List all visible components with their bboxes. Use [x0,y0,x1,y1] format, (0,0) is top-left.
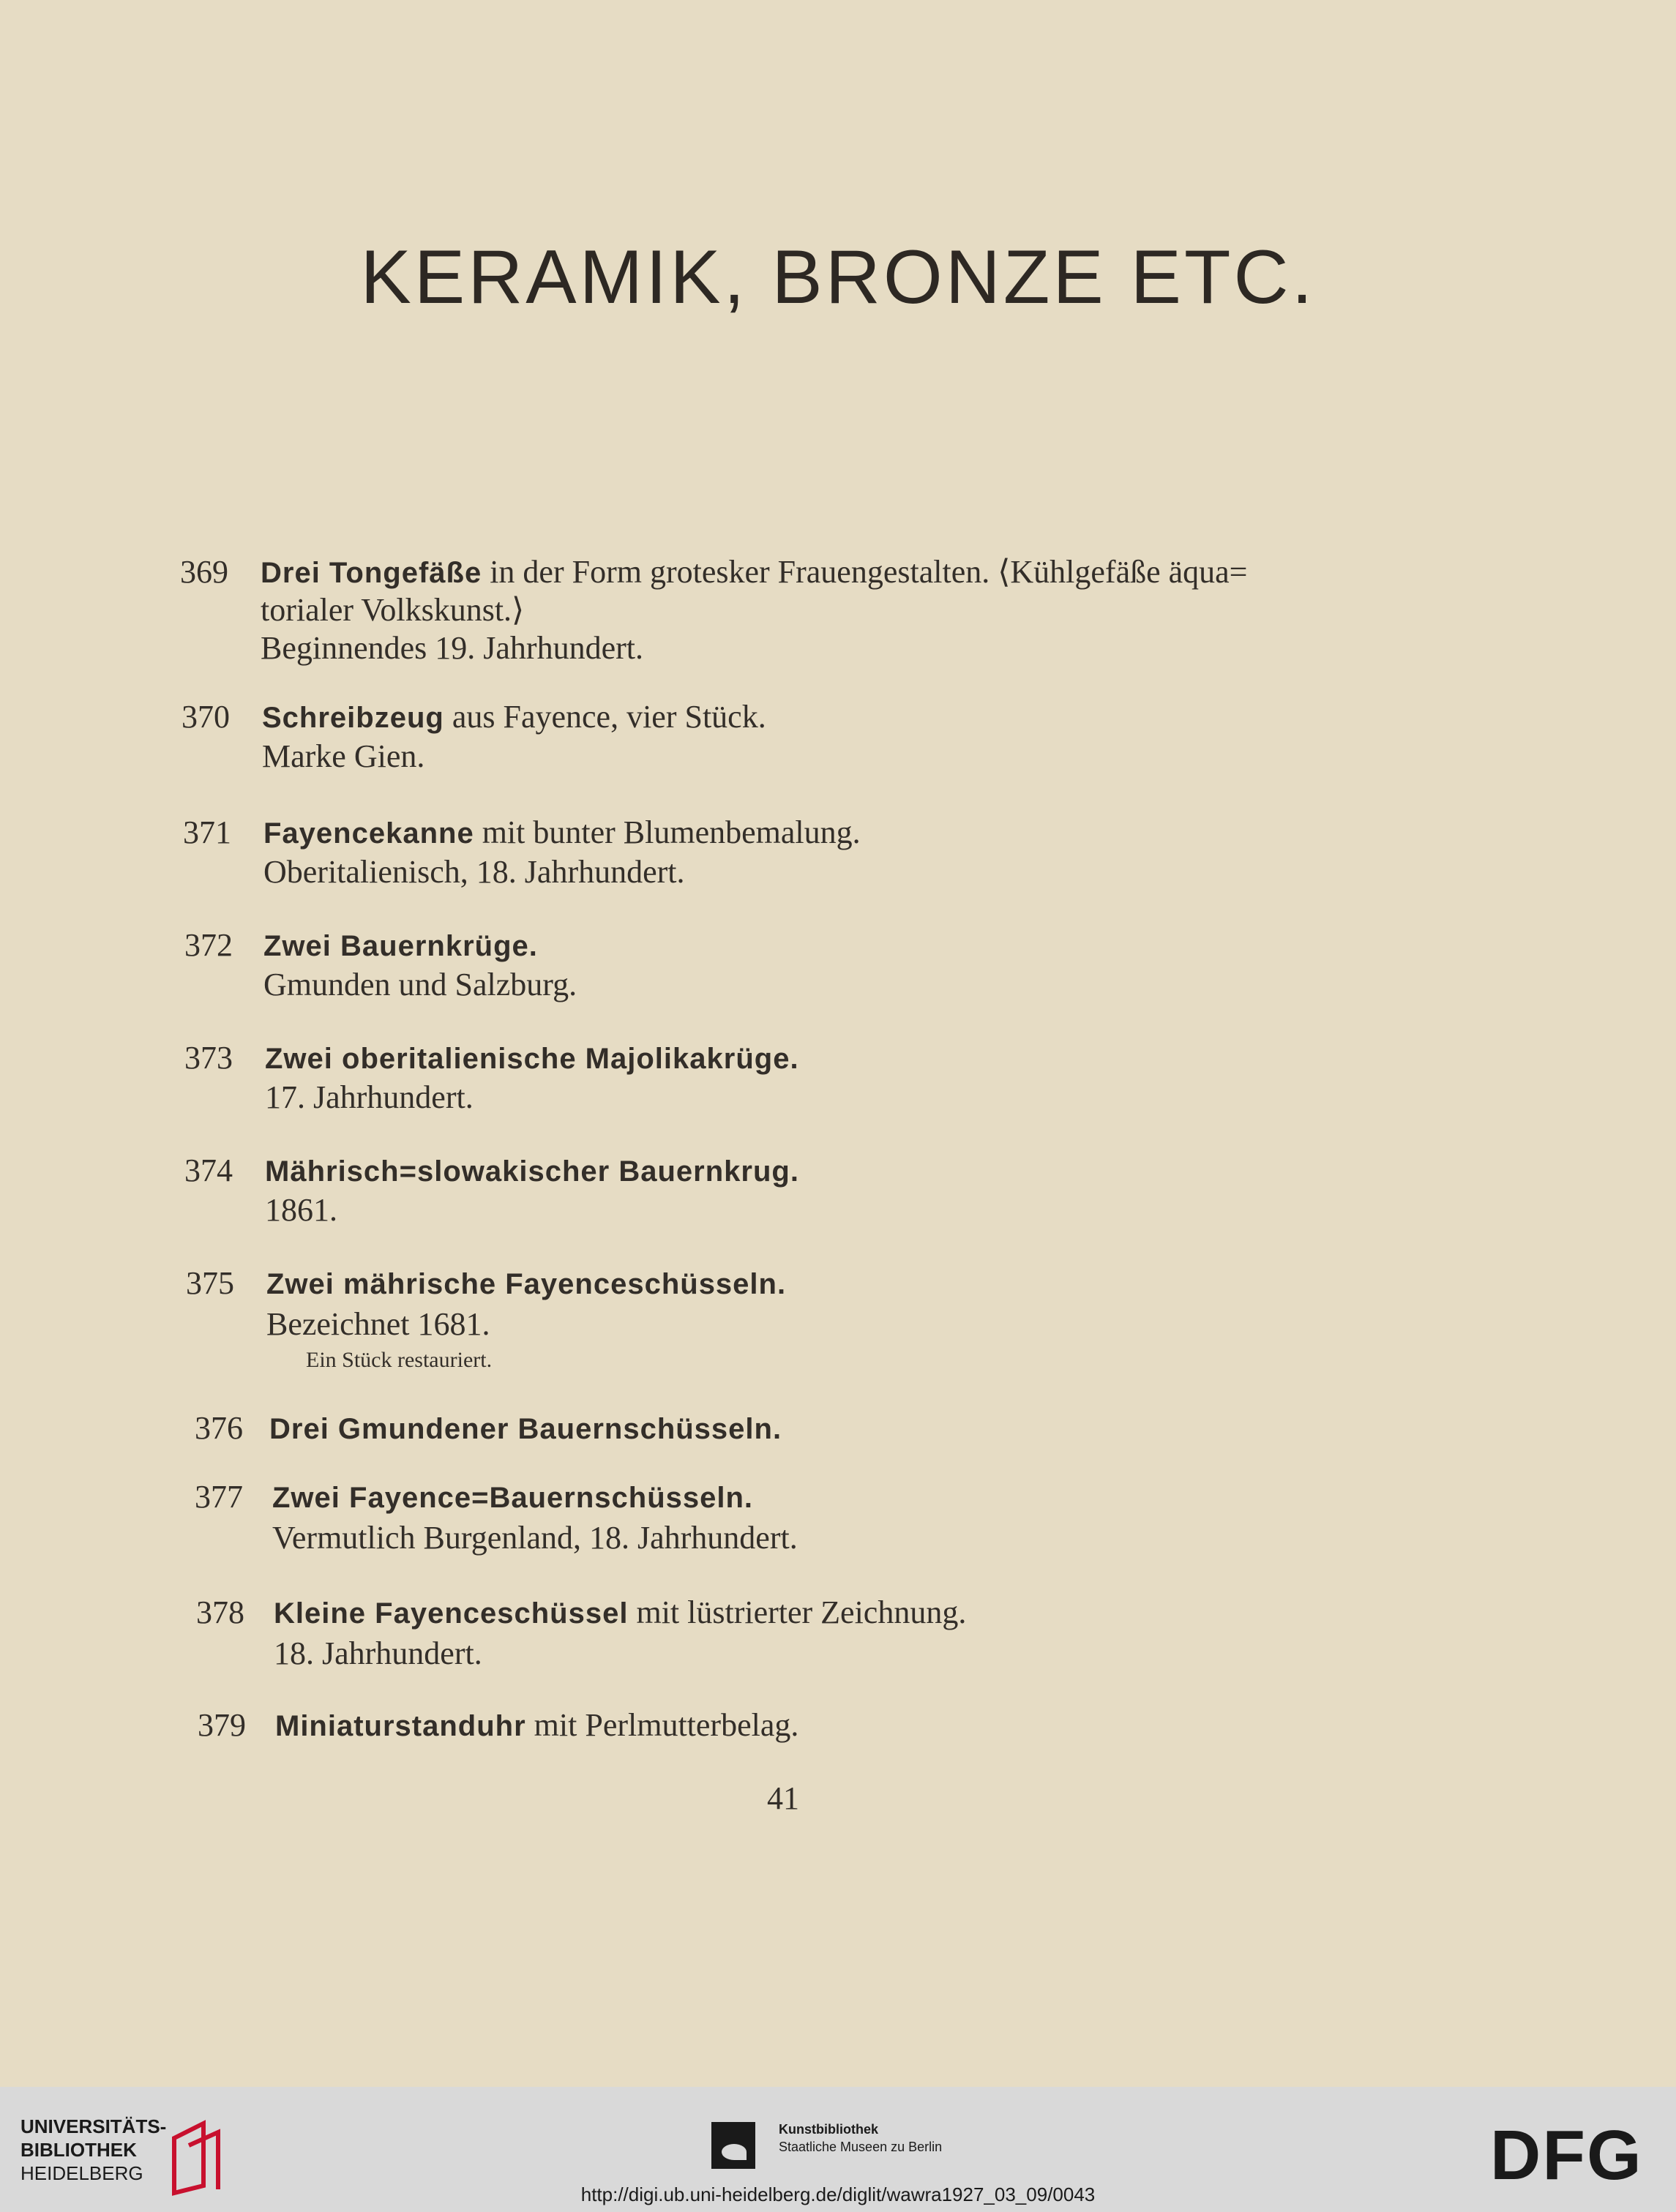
entry-title: Drei Gmundener Bauernschüsseln. [269,1413,782,1445]
entry-title: Mährisch=slowakischer Bauernkrug. [265,1155,799,1188]
entry-line: Marke Gien. [262,738,425,774]
entry-heading [274,1594,966,1631]
kunstbibliothek-icon [711,2122,755,2169]
entry-line: 18. Jahrhundert. [274,1635,482,1671]
entry-title: Miniaturstanduhr [275,1710,526,1742]
permalink-url[interactable]: http://digi.ub.uni-heidelberg.de/diglit/wawra1927_03_09/0043 [580,2183,1096,2205]
entry-description: mit lüstrierter Zeichnung. [628,1594,967,1630]
entry-heading [272,1478,753,1515]
page-number: 41 [767,1780,799,1816]
entry-title: Fayencekanne [263,817,474,850]
entry-description: mit Perlmutterbelag. [525,1707,799,1743]
entry-heading [261,553,1248,591]
entry-description: aus Fayence, vier Stück. [444,699,766,735]
entry-number: 372 [184,927,233,963]
entry-title: Zwei mährische Fayenceschüsseln. [266,1268,787,1300]
entry-title: Zwei Bauernkrüge. [263,930,538,962]
entry-number: 375 [186,1265,234,1301]
entry-line: Gmunden und Salzburg. [263,967,577,1002]
entry-description: mit bunter Blumenbemalung. [474,814,861,850]
entry-title: Zwei oberitalienische Majolikakrüge. [265,1043,799,1075]
entry-number: 369 [180,554,228,590]
entry-title: Zwei Fayence=Bauernschüsseln. [272,1482,754,1514]
entry-title: Kleine Fayenceschüssel [274,1597,629,1630]
entry-number: 371 [183,814,231,850]
entry-title: Schreibzeug [262,702,444,734]
page-title: KERAMIK, BRONZE ETC. [360,235,1316,320]
library-line-3: HEIDELBERG [20,2162,143,2184]
entry-description: in der Form grotesker Frauengestalten. ⟨Kühlgefäße äqua= [482,554,1248,590]
entry-heading [262,698,766,735]
kunstbibliothek-logo[interactable] [711,2116,1019,2175]
entry-line: Beginnendes 19. Jahrhundert. [261,630,643,666]
entry-heading [275,1706,798,1744]
entry-number: 377 [195,1479,243,1515]
entry-heading [265,1039,799,1076]
entry-line: Oberitalienisch, 18. Jahrhundert. [263,854,685,890]
entry-line: Bezeichnet 1681. [266,1306,490,1342]
entry-heading [266,1264,786,1302]
entry-note: Ein Stück restauriert. [306,1348,493,1372]
kunstbibliothek-name [779,2121,942,2156]
entry-number: 374 [184,1152,233,1188]
university-library-name [20,2115,166,2185]
kb-subtitle: Staatliche Museen zu Berlin [779,2140,943,2154]
library-line-2: BIBLIOTHEK [20,2139,137,2161]
entry-line: torialer Volkskunst.⟩ [261,592,525,628]
entry-line: 1861. [265,1192,337,1228]
dfg-logo[interactable]: DFG [1490,2116,1643,2194]
entry-heading [265,1152,799,1189]
entry-number: 373 [184,1040,233,1076]
entry-heading [263,926,538,964]
kb-title: Kunstbibliothek [779,2122,878,2137]
library-line-1: UNIVERSITÄTS- [20,2115,167,2137]
entry-number: 376 [195,1410,243,1446]
entry-title: Drei Tongefäße [261,557,482,589]
entry-heading [269,1409,782,1447]
entry-number: 379 [198,1707,246,1743]
entry-heading [263,814,861,851]
footer-bar [0,2087,1676,2212]
entry-line: 17. Jahrhundert. [265,1079,474,1115]
entry-line: Vermutlich Burgenland, 18. Jahrhundert. [272,1520,798,1556]
entry-number: 378 [196,1594,244,1630]
entry-number: 370 [182,699,230,735]
